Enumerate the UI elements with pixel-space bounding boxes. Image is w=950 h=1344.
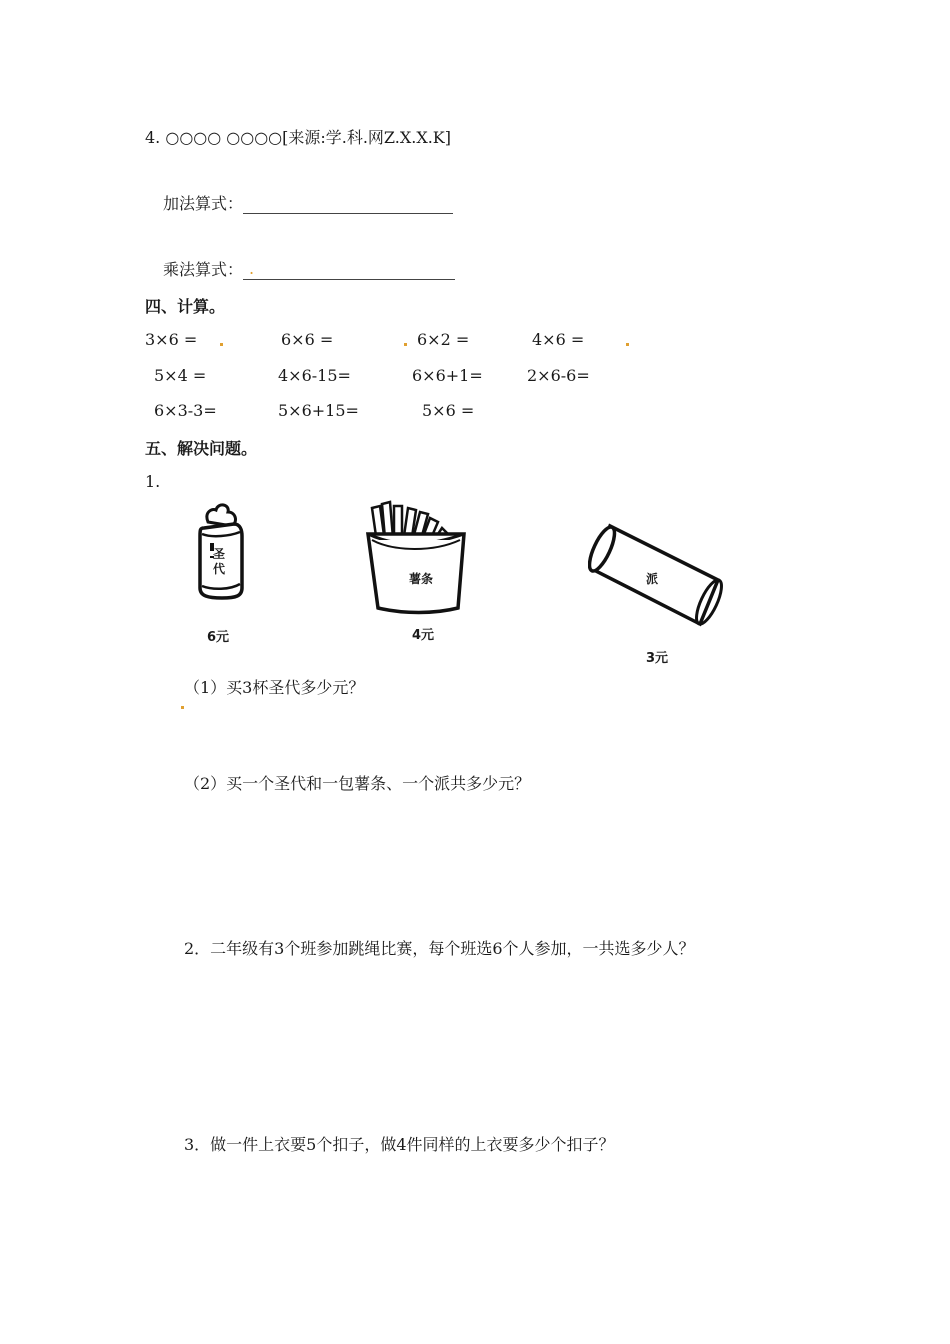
section-5-title: 五、解决问题。 (145, 439, 258, 458)
answer-mark (626, 343, 629, 346)
problem-1-number: 1. (145, 472, 161, 491)
calc-problem: 3×6 = (145, 330, 198, 349)
fries-label: 薯条 (409, 572, 434, 586)
addition-label: 加法算式： (163, 194, 244, 213)
fries-item (364, 500, 474, 650)
problem-3: 3．做一件上衣要5个扣子，做4件同样的上衣要多少个扣子？ (184, 1135, 615, 1154)
multiplication-row (163, 260, 455, 280)
calc-problem: 6×6+1= (412, 366, 483, 385)
answer-mark (220, 343, 223, 346)
problem-2: 2．二年级有3个班参加跳绳比赛，每个班选6个人参加，一共选多少人？ (184, 939, 695, 958)
calc-problem: 4×6 = (532, 330, 585, 349)
answer-mark (404, 343, 407, 346)
section-4-title: 四、计算。 (145, 297, 226, 316)
q4-header: 4. ○○○○ ○○○○[来源:学.科.网Z.X.X.K] (145, 128, 452, 147)
answer-mark: . (249, 259, 255, 278)
calc-problem: 6×2 = (417, 330, 470, 349)
sundae-item (190, 500, 250, 650)
pie-item (588, 520, 728, 670)
multiplication-label: 乘法算式： (163, 260, 244, 279)
pie-label: 派 (646, 572, 659, 586)
addition-row (163, 194, 453, 214)
sundae-price: 6元 (207, 630, 230, 645)
calc-problem: 5×6 = (422, 401, 475, 420)
calc-problem: 5×4 = (154, 366, 207, 385)
subquestion-2: （2）买一个圣代和一包薯条、一个派共多少元？ (184, 774, 531, 793)
multiplication-answer-blank[interactable] (243, 259, 455, 280)
subquestion-1: （1）买3杯圣代多少元？ (184, 678, 365, 697)
calc-problem: 6×3-3= (154, 401, 217, 420)
fries-price: 4元 (412, 628, 435, 643)
sundae-label: 圣代 (212, 547, 225, 576)
calc-problem: 5×6+15= (278, 401, 359, 420)
calc-problem: 2×6-6= (527, 366, 590, 385)
calc-problem: 6×6 = (281, 330, 334, 349)
fries-box-icon (364, 500, 474, 615)
pie-price: 3元 (646, 651, 669, 666)
calc-problem: 4×6-15= (278, 366, 351, 385)
addition-answer-blank[interactable] (243, 199, 453, 214)
answer-mark (181, 706, 184, 709)
